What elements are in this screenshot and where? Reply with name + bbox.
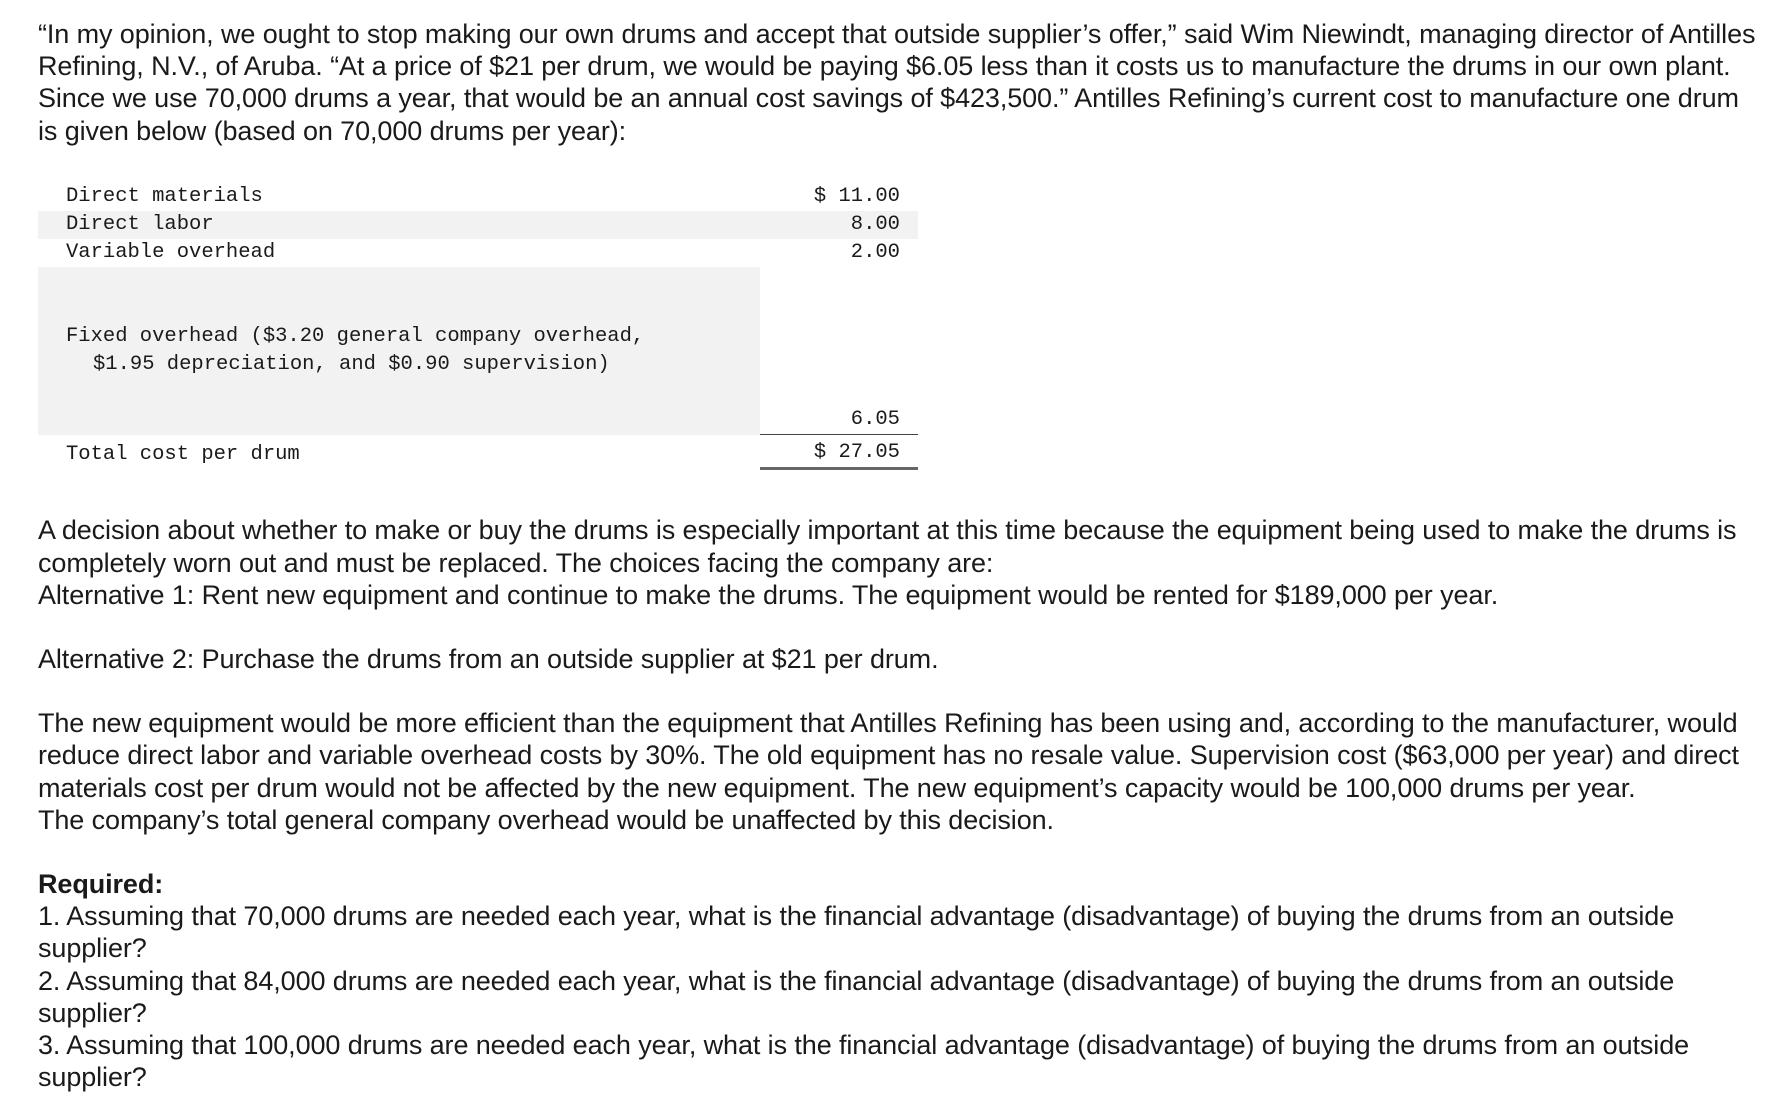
cost-label: Direct materials <box>66 184 263 208</box>
cost-label: Direct labor <box>38 211 760 239</box>
required-item-2: 2. Assuming that 84,000 drums are needed each year, what is the financial advantage (disadvantage) of buying the drums from an outside supplier? <box>38 965 1675 1028</box>
equipment-paragraph: The new equipment would be more efficient than the equipment that Antilles Refining has been using and, according to the manufacturer, would reduce direct labor and variable overhead costs by 30%. The old equipment has no resale value. Supervision cost ($63,000 per year) and direct materials cost per drum would not be affected by the new equipment. The new equipment’s capacity would be 100,000 drums per year. <box>38 708 1739 803</box>
alternative-2: Alternative 2: Purchase the drums from an outside supplier at $21 per drum. <box>38 643 939 674</box>
cost-label-multiline <box>38 267 760 435</box>
cost-row-total <box>38 435 918 469</box>
problem-document <box>38 18 1758 1093</box>
cost-label-line2: $1.95 depreciation, and $0.90 supervision) <box>93 352 610 376</box>
alternative-1: Alternative 1: Rent new equipment and continue to make the drums. The equipment would be rented for $189,000 per year. <box>38 579 1499 610</box>
cost-row-direct-labor <box>38 211 918 239</box>
cost-row-direct-materials <box>38 183 918 211</box>
cost-label-line1: Fixed overhead ($3.20 general company overhead, <box>66 324 645 348</box>
cost-table <box>38 183 918 471</box>
required-item-3: 3. Assuming that 100,000 drums are needed each year, what is the financial advantage (disadvantage) of buying the drums from an outside supplier? <box>38 1029 1690 1093</box>
cost-value: 2.00 <box>850 240 900 264</box>
overhead-paragraph: The company’s total general company overhead would be unaffected by this decision. <box>38 804 1054 835</box>
decision-paragraph: A decision about whether to make or buy the drums is especially important at this time because the equipment being used to make the drums is completely worn out and must be replaced. The choices facing the company are: <box>38 515 1737 578</box>
cost-row-variable-overhead <box>38 239 918 267</box>
cost-value: 6.05 <box>760 267 918 435</box>
required-heading: Required: <box>38 868 164 899</box>
required-item-1: 1. Assuming that 70,000 drums are needed each year, what is the financial advantage (disadvantage) of buying the drums from an outside supplier? <box>38 901 1675 964</box>
cost-value: 8.00 <box>760 211 918 239</box>
cost-row-fixed-overhead <box>38 267 918 435</box>
cost-value-total: $ 27.05 <box>760 435 918 469</box>
cost-value: $ 11.00 <box>813 184 900 208</box>
cost-label: Variable overhead <box>66 240 276 264</box>
intro-paragraph: “In my opinion, we ought to stop making our own drums and accept that outside supplier’s offer,” said Wim Niewindt, managing director of Antilles Refining, N.V., of Aruba. “At a price of $21 per drum, we would be paying $6.05 less than it costs us to manufacture the drums in our own plant. Since we use 70,000 drums a year, that would be an annual cost savings of $423,500.” Antilles Refining’s current cost to manufacture one drum is given below (based on 70,000 drums per year): <box>38 19 1756 146</box>
cost-label: Total cost per drum <box>66 442 300 466</box>
